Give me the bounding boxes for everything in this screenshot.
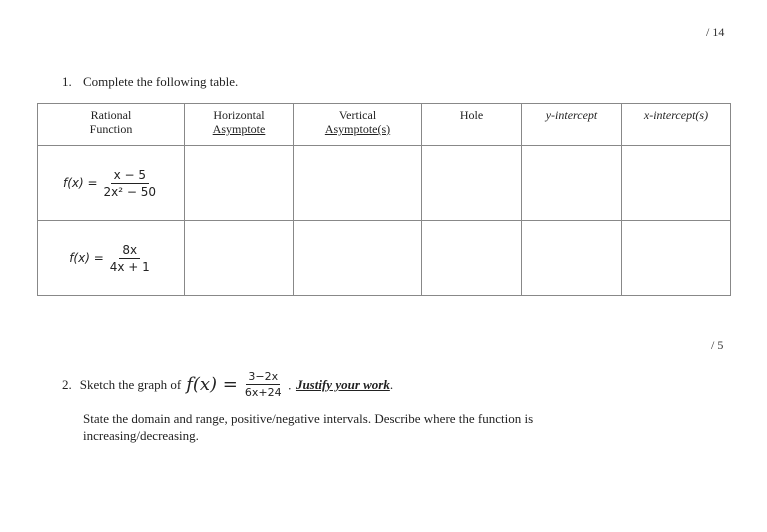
question-2-prompt: Sketch the graph of <box>79 376 182 392</box>
header-line: Hole <box>459 108 484 122</box>
total-score: / 14 <box>706 25 725 39</box>
answer-cell-hole[interactable] <box>422 146 522 221</box>
header-line: x-intercept(s) <box>643 108 709 122</box>
table-row <box>38 146 731 221</box>
question-2-instructions-line1: State the domain and range, positive/negative intervals. Describe where the function is <box>83 411 534 426</box>
header-x-intercepts <box>622 104 731 146</box>
header-line: Asymptote <box>212 122 266 136</box>
table-header-row <box>38 104 731 146</box>
answer-cell-hole[interactable] <box>422 221 522 296</box>
question-1-prompt: Complete the following table. <box>83 74 239 89</box>
header-line: Horizontal <box>213 108 265 122</box>
question-2-score: / 5 <box>711 338 724 352</box>
answer-cell-vertical-asymptote[interactable] <box>294 146 422 221</box>
function-cell <box>38 221 185 296</box>
header-horizontal-asymptote <box>185 104 294 146</box>
function-label: f(x) = <box>69 251 104 265</box>
fraction-numerator: x − 5 <box>111 168 149 184</box>
question-2-number: 2. <box>62 376 72 392</box>
fraction-numerator: 8x <box>119 243 140 259</box>
question-2-fraction <box>243 370 284 399</box>
header-line: Rational <box>90 108 132 122</box>
header-line: y-intercept <box>545 108 598 122</box>
function-label: f(x) = <box>62 176 98 190</box>
answer-cell-y-intercept[interactable] <box>522 221 622 296</box>
header-hole <box>422 104 522 146</box>
function-cell <box>38 146 185 221</box>
header-line: Function <box>89 122 133 136</box>
header-line: Vertical <box>338 108 377 122</box>
header-line: Asymptote(s) <box>324 122 391 136</box>
question-2-function-label: f(x) = <box>186 374 238 395</box>
function-fraction <box>101 168 160 199</box>
answer-cell-y-intercept[interactable] <box>522 146 622 221</box>
separator-dot: · <box>287 380 292 396</box>
fraction-denominator: 2x² − 50 <box>103 184 157 199</box>
header-rational-function <box>38 104 185 146</box>
answer-cell-vertical-asymptote[interactable] <box>294 221 422 296</box>
table-row <box>38 221 731 296</box>
question-2-heading <box>62 370 393 399</box>
fraction-denominator: 4x + 1 <box>109 259 150 274</box>
answer-cell-x-intercepts[interactable] <box>622 221 731 296</box>
question-2-instructions-line2: increasing/decreasing. <box>83 428 199 443</box>
question-1-number: 1. <box>62 74 72 89</box>
asymptote-table <box>37 103 731 296</box>
period: . <box>389 376 394 392</box>
header-vertical-asymptote <box>294 104 422 146</box>
header-y-intercept <box>522 104 622 146</box>
fraction-denominator: 6x+24 <box>244 386 282 399</box>
function-fraction <box>107 243 153 274</box>
justify-instruction: Justify your work <box>295 376 390 392</box>
question-1-heading <box>62 74 238 90</box>
answer-cell-horizontal-asymptote[interactable] <box>185 146 294 221</box>
answer-cell-x-intercepts[interactable] <box>622 146 731 221</box>
fraction-numerator: 3−2x <box>248 370 279 383</box>
answer-cell-horizontal-asymptote[interactable] <box>185 221 294 296</box>
